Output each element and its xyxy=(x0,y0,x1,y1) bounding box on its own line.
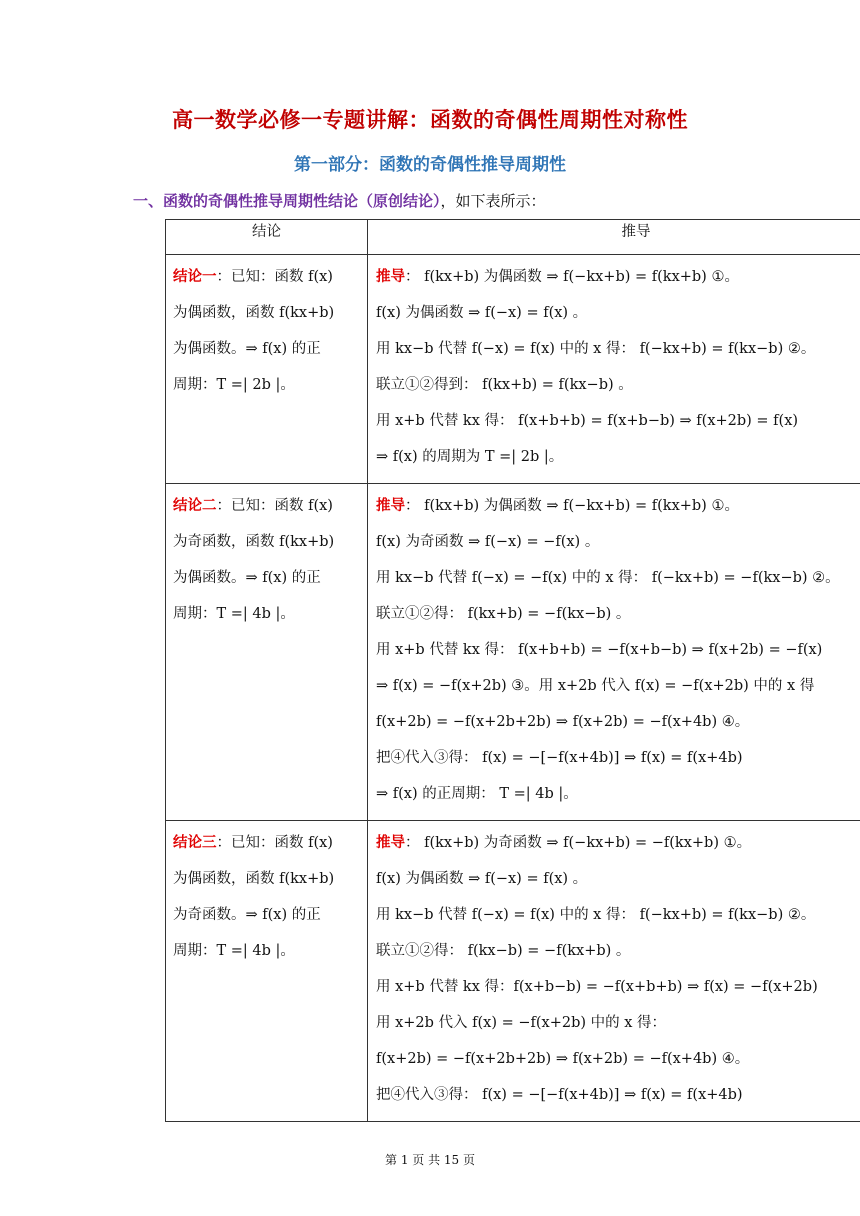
derivation-line: 联立①②得： f(kx−b) = −f(kx+b) 。 xyxy=(376,943,631,959)
derivation-label: 推导 xyxy=(376,269,405,285)
derivation-text: ： f(kx+b) 为奇函数 ⇒ f(−kx+b) = −f(kx+b) ①。 xyxy=(405,835,752,851)
table-row xyxy=(166,255,860,484)
conclusion-line: 为偶函数，函数 f(kx+b) xyxy=(173,871,335,887)
derivation-line: 用 x+b 代替 kx 得： f(x+b+b) = f(x+b−b) ⇒ f(x+2b) = f(x) xyxy=(376,413,799,429)
conclusions-table xyxy=(165,219,860,1122)
conclusion-line: 为偶函数。⇒ f(x) 的正 xyxy=(173,570,321,586)
table-header-row xyxy=(166,220,860,255)
derivation-text: ： f(kx+b) 为偶函数 ⇒ f(−kx+b) = f(kx+b) ①。 xyxy=(405,269,739,285)
derivation-line: 用 x+2b 代入 f(x) = −f(x+2b) 中的 x 得： xyxy=(376,1015,667,1031)
derivation-cell xyxy=(368,821,860,1122)
conclusion-line: 为偶函数，函数 f(kx+b) xyxy=(173,305,335,321)
derivation-line: f(x+2b) = −f(x+2b+2b) ⇒ f(x+2b) = −f(x+4b) ④。 xyxy=(376,1051,750,1067)
conclusion-cell xyxy=(166,255,368,484)
conclusion-line: 为偶函数。⇒ f(x) 的正 xyxy=(173,341,321,357)
derivation-line: 用 kx−b 代替 f(−x) = −f(x) 中的 x 得： f(−kx+b) = −f(kx−b) ②。 xyxy=(376,570,840,586)
conclusion-cell xyxy=(166,821,368,1122)
derivation-line: f(x) 为偶函数 ⇒ f(−x) = f(x) 。 xyxy=(376,305,588,321)
conclusion-line xyxy=(173,825,362,861)
derivation-cell xyxy=(368,255,860,484)
conclusion-line: 周期：T =| 4b |。 xyxy=(173,943,295,959)
derivation-line: f(x) 为奇函数 ⇒ f(−x) = −f(x) 。 xyxy=(376,534,600,550)
derivation-line xyxy=(376,259,860,295)
derivation-line: 联立①②得到： f(kx+b) = f(kx−b) 。 xyxy=(376,377,633,393)
table-row xyxy=(166,484,860,821)
derivation-line: 用 kx−b 代替 f(−x) = f(x) 中的 x 得： f(−kx+b) = f(kx−b) ②。 xyxy=(376,907,816,923)
derivation-cell xyxy=(368,484,860,821)
conclusion-line xyxy=(173,488,362,524)
conclusion-text: ：已知：函数 f(x) xyxy=(216,498,333,514)
derivation-line: f(x+2b) = −f(x+2b+2b) ⇒ f(x+2b) = −f(x+4b) ④。 xyxy=(376,714,750,730)
conclusion-label: 结论二 xyxy=(173,498,217,514)
conclusion-cell xyxy=(166,484,368,821)
header-conclusion: 结论 xyxy=(166,220,368,255)
part-title: 第一部分：函数的奇偶性推导周期性 xyxy=(294,155,566,175)
derivation-line: 把④代入③得： f(x) = −[−f(x+4b)] ⇒ f(x) = f(x+4b) xyxy=(376,750,743,766)
conclusion-line xyxy=(173,259,362,295)
derivation-text: ： f(kx+b) 为偶函数 ⇒ f(−kx+b) = f(kx+b) ①。 xyxy=(405,498,739,514)
derivation-line: 联立①②得： f(kx+b) = −f(kx−b) 。 xyxy=(376,606,631,622)
derivation-line: 用 x+b 代替 kx 得： f(x+b+b) = −f(x+b−b) ⇒ f(x+2b) = −f(x) xyxy=(376,642,823,658)
derivation-line xyxy=(376,488,860,524)
derivation-label: 推导 xyxy=(376,498,405,514)
page-footer: 第 1 页 共 15 页 xyxy=(385,1153,475,1167)
derivation-line: 把④代入③得： f(x) = −[−f(x+4b)] ⇒ f(x) = f(x+4b) xyxy=(376,1087,743,1103)
derivation-line: f(x) 为偶函数 ⇒ f(−x) = f(x) 。 xyxy=(376,871,588,887)
derivation-line: ⇒ f(x) 的周期为 T =| 2b |。 xyxy=(376,449,564,465)
table-row xyxy=(166,821,860,1122)
conclusion-label: 结论一 xyxy=(173,269,217,285)
conclusion-line: 周期：T =| 2b |。 xyxy=(173,377,295,393)
section-heading xyxy=(133,190,546,211)
conclusion-text: ：已知：函数 f(x) xyxy=(216,269,333,285)
derivation-line: 用 kx−b 代替 f(−x) = f(x) 中的 x 得： f(−kx+b) = f(kx−b) ②。 xyxy=(376,341,816,357)
section-heading-label: 一、函数的奇偶性推导周期性结论（原创结论） xyxy=(133,192,441,210)
derivation-line: 用 x+b 代替 kx 得：f(x+b−b) = −f(x+b+b) ⇒ f(x) = −f(x+2b) xyxy=(376,979,818,995)
conclusion-line: 为奇函数，函数 f(kx+b) xyxy=(173,534,335,550)
derivation-line xyxy=(376,825,860,861)
header-derivation: 推导 xyxy=(368,220,860,255)
derivation-line: ⇒ f(x) 的正周期： T =| 4b |。 xyxy=(376,786,578,802)
derivation-line: ⇒ f(x) = −f(x+2b) ③。用 x+2b 代入 f(x) = −f(x+2b) 中的 x 得 xyxy=(376,678,815,694)
derivation-label: 推导 xyxy=(376,835,405,851)
conclusion-text: ：已知：函数 f(x) xyxy=(216,835,333,851)
conclusion-label: 结论三 xyxy=(173,835,217,851)
section-heading-suffix: ，如下表所示： xyxy=(440,192,546,210)
conclusion-line: 为奇函数。⇒ f(x) 的正 xyxy=(173,907,321,923)
conclusion-line: 周期：T =| 4b |。 xyxy=(173,606,295,622)
document-title: 高一数学必修一专题讲解：函数的奇偶性周期性对称性 xyxy=(172,108,688,132)
